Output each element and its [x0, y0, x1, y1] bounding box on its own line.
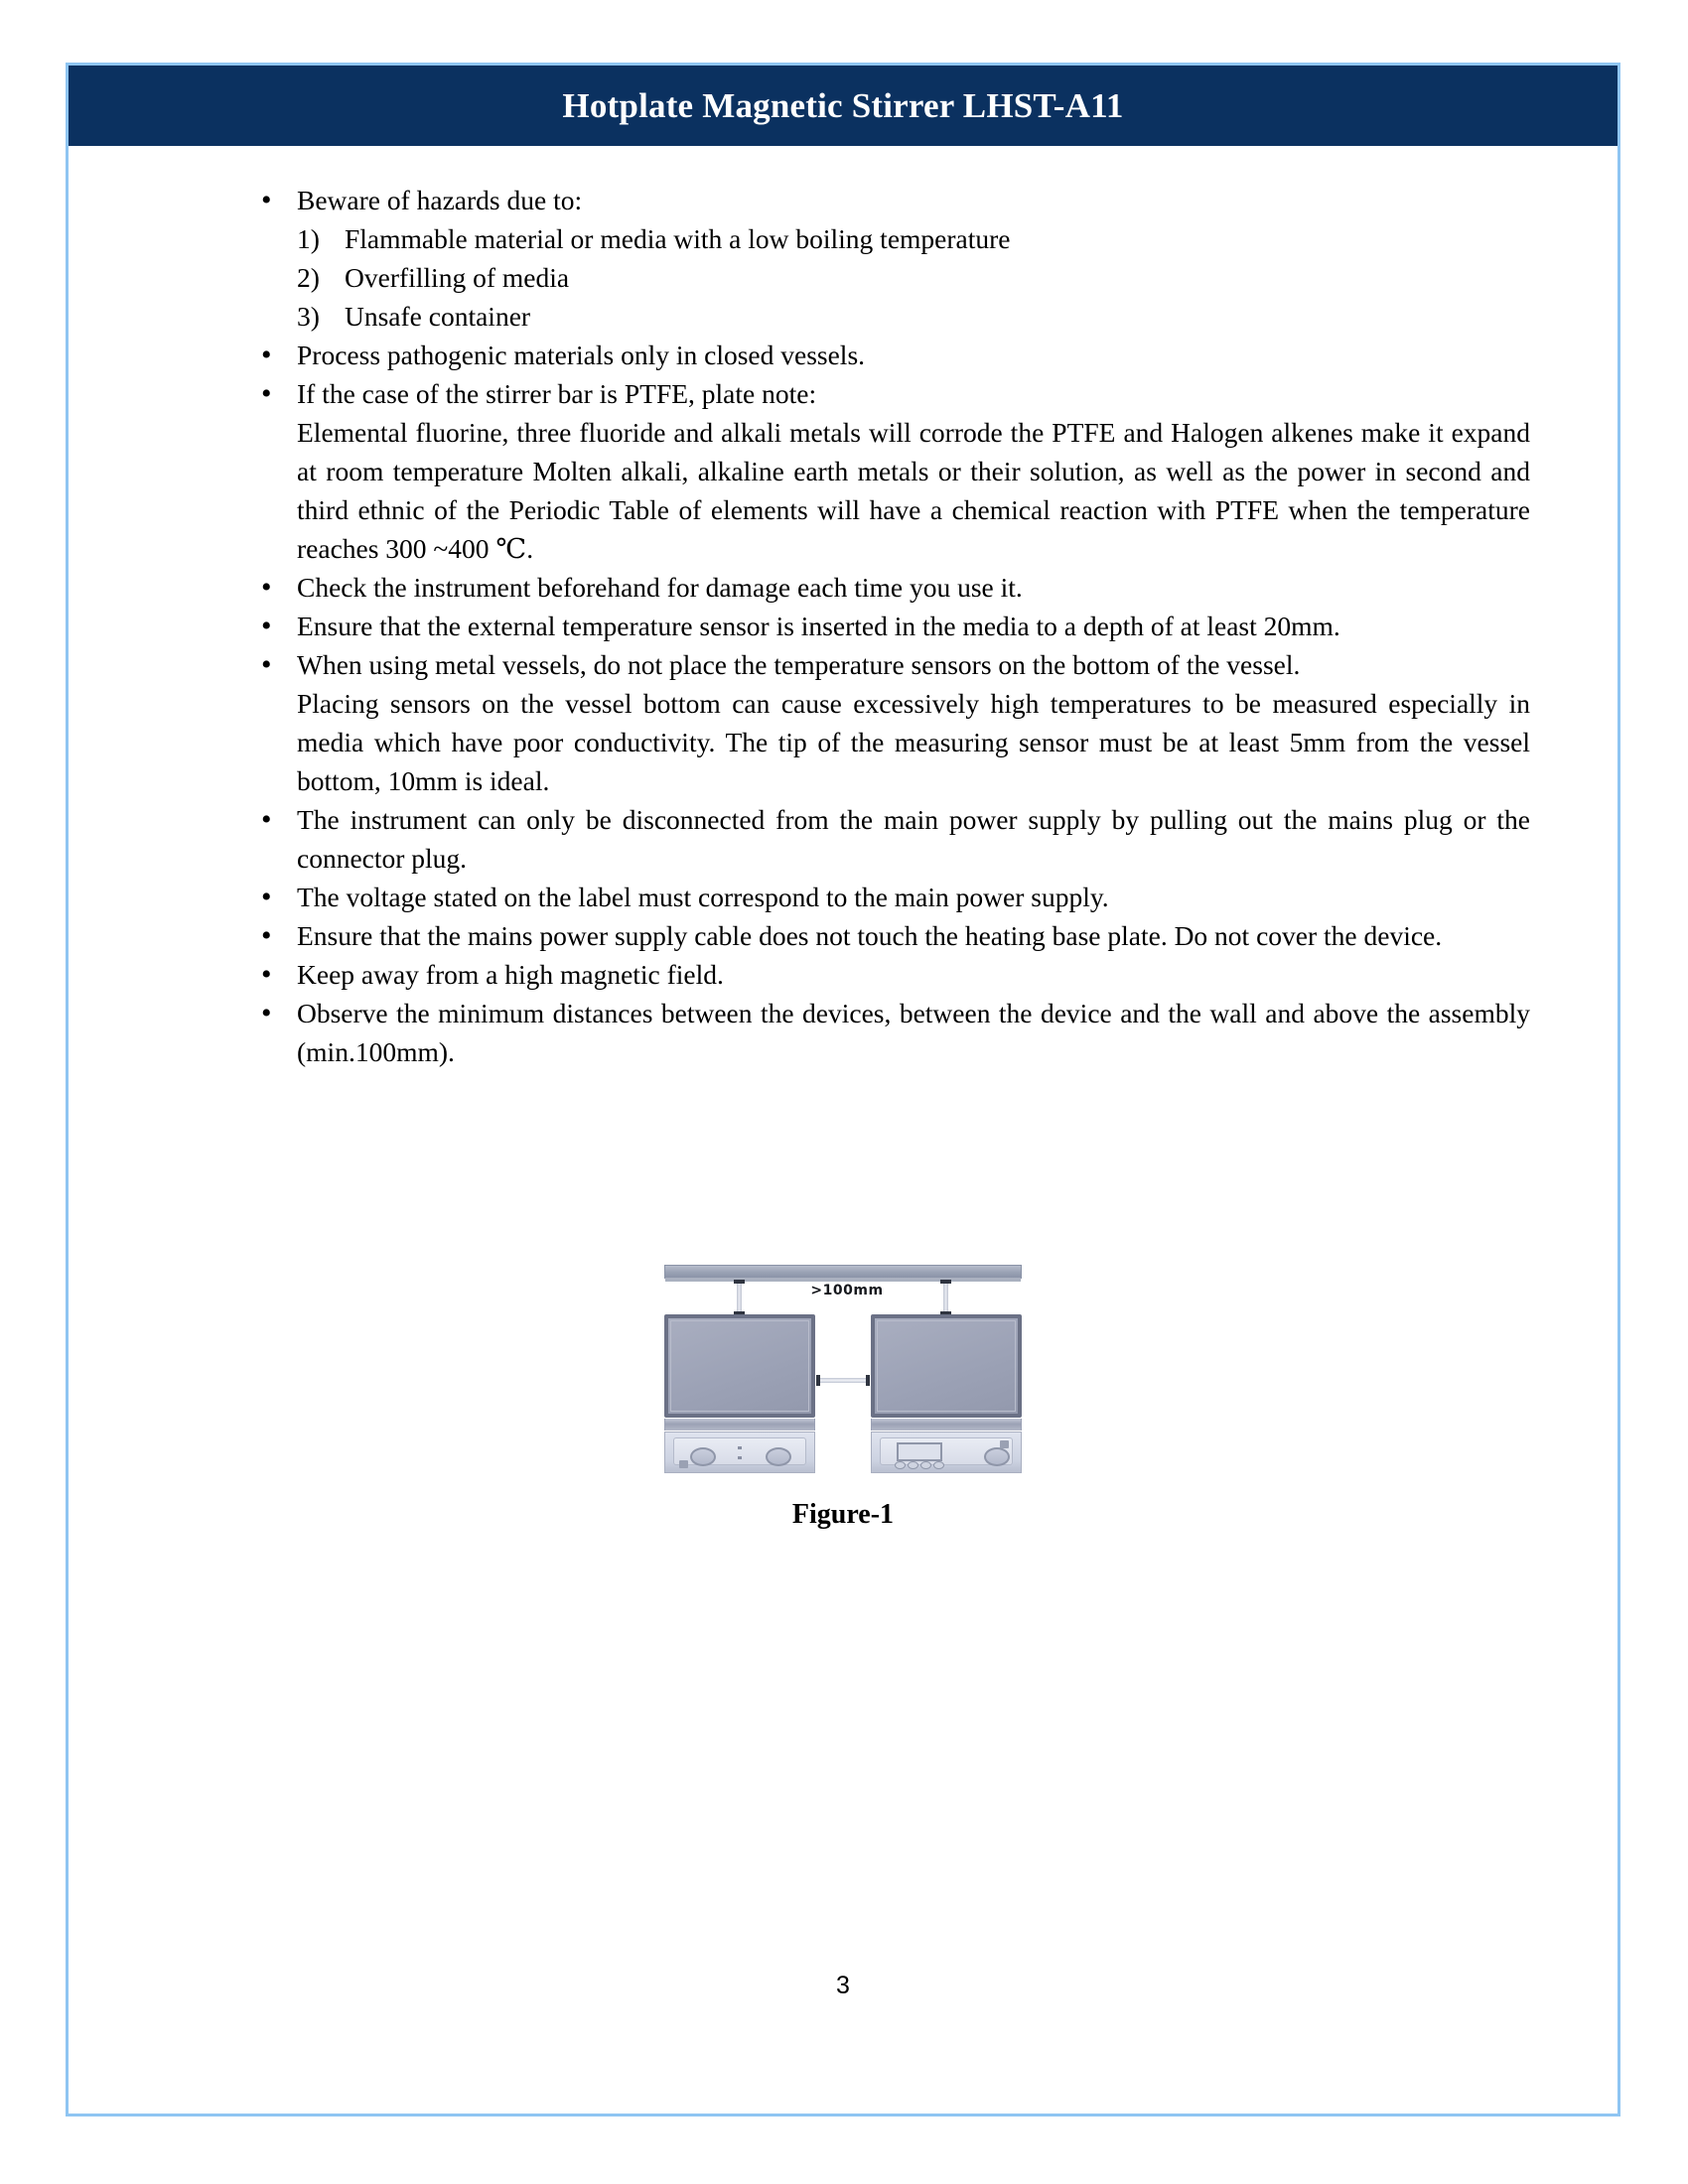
- heating-plate: [664, 1314, 815, 1418]
- stirrer-unit-left: [664, 1314, 815, 1473]
- bullet-icon: •: [261, 377, 272, 410]
- list-item: [297, 219, 1530, 258]
- button-row: [895, 1461, 948, 1469]
- list-item-text: Observe the minimum distances between the devices, between the device and the wall and above the assembly (min.100mm).: [297, 998, 1530, 1067]
- brand-badge-icon: [1000, 1440, 1009, 1448]
- display-screen-icon: [897, 1442, 942, 1461]
- list-item: [239, 955, 1530, 994]
- list-item-text: When using metal vessels, do not place the temperature sensors on the bottom of the vessel.: [297, 649, 1301, 680]
- temperature-knob-icon: [766, 1447, 791, 1466]
- overhead-shelf: [664, 1265, 1022, 1279]
- list-item: [297, 258, 1530, 297]
- list-item-text: Unsafe container: [345, 301, 531, 332]
- bullet-icon: •: [261, 648, 272, 681]
- bullet-icon: •: [261, 339, 272, 371]
- figure-caption: Figure-1: [791, 1499, 895, 1530]
- panel-button-icon: [908, 1461, 918, 1469]
- speed-knob-icon: [690, 1447, 716, 1466]
- numbered-sub-list: [239, 219, 1530, 336]
- list-item-number: 2): [297, 262, 320, 293]
- control-panel: [673, 1437, 806, 1465]
- list-item-text: Ensure that the mains power supply cable does not touch the heating base plate. Do not cover the device.: [297, 920, 1443, 951]
- clearance-diagram: [658, 1257, 1028, 1477]
- unit-midband: [871, 1419, 1022, 1431]
- indicator-led-icon: [738, 1456, 742, 1459]
- bullet-icon: •: [261, 997, 272, 1029]
- list-item: [239, 607, 1530, 645]
- list-item: [297, 297, 1530, 336]
- panel-button-icon: [895, 1461, 906, 1469]
- list-item-text: If the case of the stirrer bar is PTFE, plate note:: [297, 378, 817, 409]
- page-title: Hotplate Magnetic Stirrer LHST-A11: [562, 85, 1124, 125]
- list-item-text: The voltage stated on the label must correspond to the main power supply.: [297, 882, 1109, 912]
- vertical-clearance-arrow-left: [737, 1281, 742, 1314]
- control-base: [664, 1432, 815, 1473]
- list-item: [239, 336, 1530, 374]
- horizontal-clearance-arrow: [817, 1378, 869, 1383]
- heating-plate: [871, 1314, 1022, 1418]
- stirrer-unit-right: [871, 1314, 1022, 1473]
- list-item: [239, 181, 1530, 219]
- list-item: [239, 568, 1530, 607]
- bullet-icon: •: [261, 803, 272, 836]
- list-item-text: Process pathogenic materials only in closed vessels.: [297, 340, 866, 370]
- list-item-text: The instrument can only be disconnected from the main power supply by pulling out the mains plug or the connector plug.: [297, 804, 1530, 874]
- control-base: [871, 1432, 1022, 1473]
- figure-block: [69, 1257, 1618, 1531]
- list-item: [239, 994, 1530, 1071]
- list-item-text: Ensure that the external temperature sensor is inserted in the media to a depth of at least 20mm.: [297, 611, 1340, 641]
- page-frame: [66, 63, 1620, 2116]
- sensor-placement-paragraph: Placing sensors on the vessel bottom can cause excessively high temperatures to be measured especially in media which have poor conductivity. The tip of the measuring sensor must be at least 5mm from the vessel bottom, 10mm is ideal.: [297, 688, 1530, 796]
- list-item-text: Flammable material or media with a low boiling temperature: [345, 223, 1011, 254]
- list-item: [239, 374, 1530, 413]
- vertical-clearance-arrow-right: [943, 1281, 948, 1314]
- list-item-number: 1): [297, 223, 320, 254]
- brand-badge-icon: [679, 1460, 688, 1468]
- list-item: [239, 800, 1530, 878]
- list-item-text: Overfilling of media: [345, 262, 570, 293]
- control-knob-icon: [984, 1447, 1010, 1466]
- list-item-text: Keep away from a high magnetic field.: [297, 959, 724, 990]
- list-item: [239, 878, 1530, 916]
- list-item-number: 3): [297, 301, 320, 332]
- panel-button-icon: [920, 1461, 931, 1469]
- bullet-icon: •: [261, 610, 272, 642]
- indicator-led-icon: [738, 1446, 742, 1449]
- header-banner: [69, 66, 1618, 146]
- page-number: 3: [836, 1972, 850, 1999]
- safety-instructions-list: [239, 181, 1530, 1071]
- bullet-icon: •: [261, 881, 272, 913]
- panel-button-icon: [933, 1461, 944, 1469]
- list-item: [239, 645, 1530, 684]
- list-item: [239, 916, 1530, 955]
- dimension-label: >100mm: [810, 1283, 884, 1298]
- ptfe-note-paragraph: Elemental fluorine, three fluoride and alkali metals will corrode the PTFE and Halogen alkenes make it expand at room temperature Molten alkali, alkaline earth metals or their solution, as well as the power in second and third ethnic of the Periodic Table of elements will have a chemical reaction with PTFE when the temperature reaches 300 ~400 ℃.: [297, 417, 1530, 564]
- bullet-icon: •: [261, 919, 272, 952]
- control-panel: [880, 1437, 1013, 1465]
- bullet-icon: •: [261, 184, 272, 216]
- bullet-icon: •: [261, 571, 272, 604]
- bullet-icon: •: [261, 958, 272, 991]
- list-item-text: Check the instrument beforehand for damage each time you use it.: [297, 572, 1023, 603]
- unit-midband: [664, 1419, 815, 1431]
- list-item-text: Beware of hazards due to:: [297, 185, 583, 215]
